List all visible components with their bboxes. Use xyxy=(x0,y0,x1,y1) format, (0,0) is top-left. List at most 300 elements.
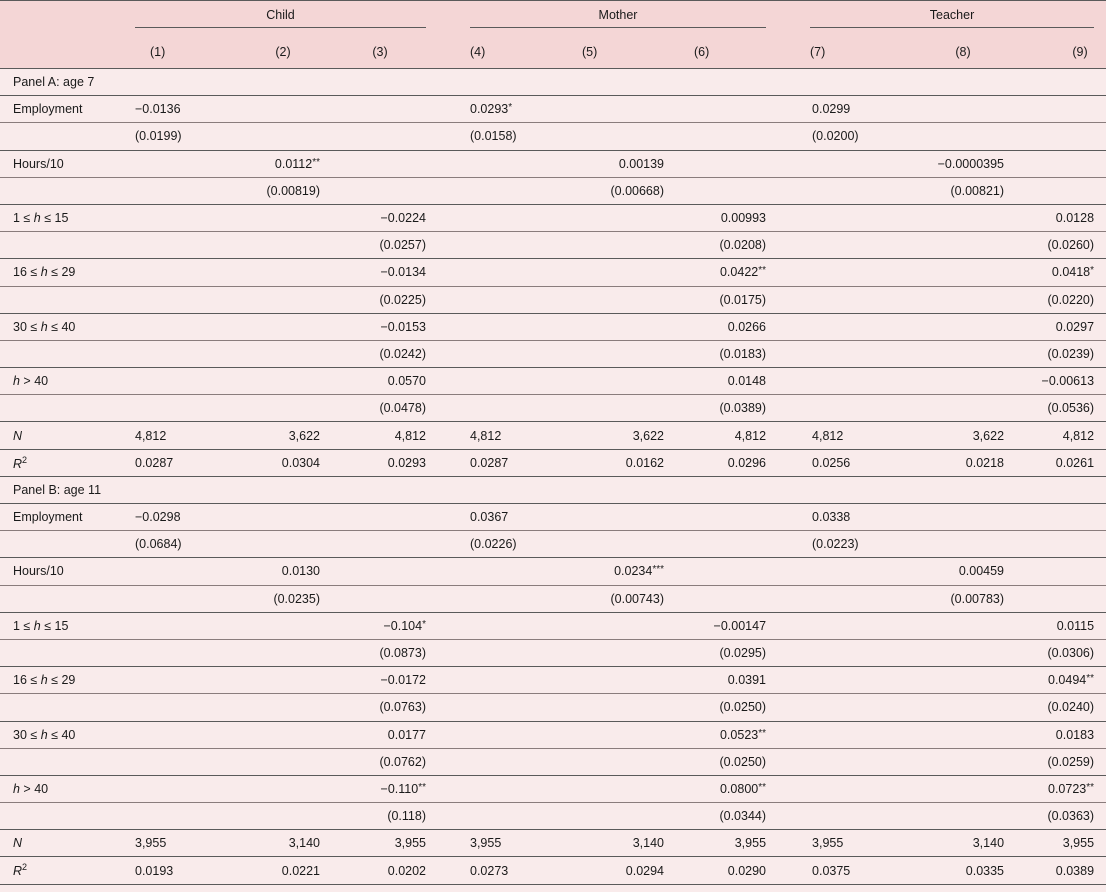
table-row xyxy=(0,667,1106,694)
table-cell xyxy=(324,585,426,612)
table-cell xyxy=(222,775,324,802)
table-cell xyxy=(1004,558,1106,585)
table-cell xyxy=(460,177,562,204)
table-cell xyxy=(800,639,902,666)
table-cell xyxy=(562,531,664,558)
table-row xyxy=(0,830,1106,857)
table-cell: 0.0202 xyxy=(324,857,426,884)
column-gap xyxy=(426,667,460,694)
row-label: Hours/10 xyxy=(0,150,120,177)
table-cell xyxy=(1004,150,1106,177)
table-cell xyxy=(120,232,222,259)
table-cell: 0.0130 xyxy=(222,558,324,585)
row-label xyxy=(0,803,120,830)
table-cell xyxy=(222,639,324,666)
table-cell xyxy=(800,204,902,231)
row-label: Hours/10 xyxy=(0,558,120,585)
row-label xyxy=(0,177,120,204)
table-cell: 0.0128 xyxy=(1004,204,1106,231)
table-cell: (0.0306) xyxy=(1004,639,1106,666)
table-cell: (0.0536) xyxy=(1004,395,1106,422)
row-label: 1 ≤ h ≤ 15 xyxy=(0,204,120,231)
table-cell: (0.0240) xyxy=(1004,694,1106,721)
table-cell: −0.0298 xyxy=(120,504,222,531)
column-gap xyxy=(766,830,800,857)
table-cell xyxy=(800,286,902,313)
table-cell xyxy=(324,96,426,123)
column-gap xyxy=(426,639,460,666)
table-cell: (0.0257) xyxy=(324,232,426,259)
table-cell: (0.118) xyxy=(324,803,426,830)
table-cell xyxy=(800,259,902,286)
table-cell xyxy=(800,232,902,259)
table-cell: 3,955 xyxy=(664,830,766,857)
column-gap xyxy=(766,204,800,231)
table-cell: 0.0389 xyxy=(1004,857,1106,884)
table-cell: 0.0375 xyxy=(800,857,902,884)
row-label: N xyxy=(0,422,120,449)
table-cell xyxy=(460,313,562,340)
table-cell: 0.0570 xyxy=(324,368,426,395)
table-cell: 0.0494** xyxy=(1004,667,1106,694)
table-row xyxy=(0,531,1106,558)
column-header: (2) xyxy=(222,36,324,69)
table-cell xyxy=(222,612,324,639)
table-cell xyxy=(120,721,222,748)
table-cell xyxy=(562,259,664,286)
column-gap xyxy=(766,558,800,585)
column-gap xyxy=(766,531,800,558)
row-label: 16 ≤ h ≤ 29 xyxy=(0,259,120,286)
table-cell: (0.0259) xyxy=(1004,748,1106,775)
table-cell xyxy=(664,150,766,177)
table-cell: (0.0389) xyxy=(664,395,766,422)
table-cell: 0.0234*** xyxy=(562,558,664,585)
table-cell xyxy=(902,504,1004,531)
table-cell xyxy=(562,204,664,231)
row-label xyxy=(0,585,120,612)
table-cell: 0.0115 xyxy=(1004,612,1106,639)
table-cell xyxy=(562,232,664,259)
table-cell: 3,622 xyxy=(562,422,664,449)
table-cell xyxy=(800,612,902,639)
table-cell: 0.0296 xyxy=(664,449,766,476)
table-cell: −0.00613 xyxy=(1004,368,1106,395)
table-cell xyxy=(222,204,324,231)
column-gap xyxy=(426,449,460,476)
table-cell: 3,140 xyxy=(222,830,324,857)
column-gap xyxy=(766,96,800,123)
table-cell xyxy=(324,150,426,177)
table-cell xyxy=(902,748,1004,775)
table-cell xyxy=(222,259,324,286)
table-cell xyxy=(800,313,902,340)
row-label xyxy=(0,286,120,313)
table-cell: 0.0261 xyxy=(1004,449,1106,476)
table-cell xyxy=(902,259,1004,286)
table-cell: −0.0153 xyxy=(324,313,426,340)
table-cell xyxy=(120,585,222,612)
group-label-child: Child xyxy=(135,8,426,28)
table-cell: (0.0158) xyxy=(460,123,562,150)
table-cell: 0.0335 xyxy=(902,857,1004,884)
column-gap xyxy=(426,830,460,857)
table-cell xyxy=(1004,96,1106,123)
table-row xyxy=(0,150,1106,177)
table-cell xyxy=(460,558,562,585)
table-cell xyxy=(222,748,324,775)
table-cell: (0.0242) xyxy=(324,340,426,367)
column-header: (8) xyxy=(902,36,1004,69)
column-gap xyxy=(426,504,460,531)
row-label: Employment xyxy=(0,504,120,531)
table-cell xyxy=(222,368,324,395)
table-cell xyxy=(460,694,562,721)
column-number-row xyxy=(0,36,1106,69)
column-gap xyxy=(426,368,460,395)
table-cell: 0.00993 xyxy=(664,204,766,231)
table-cell: 0.0418* xyxy=(1004,259,1106,286)
column-gap xyxy=(426,694,460,721)
column-gap xyxy=(766,803,800,830)
table-cell: 0.0293 xyxy=(324,449,426,476)
table-cell: 0.0800** xyxy=(664,775,766,802)
table-cell xyxy=(664,177,766,204)
table-row xyxy=(0,585,1106,612)
row-label: 30 ≤ h ≤ 40 xyxy=(0,721,120,748)
column-gap xyxy=(766,748,800,775)
column-gap xyxy=(766,721,800,748)
table-cell xyxy=(222,531,324,558)
table-cell xyxy=(460,721,562,748)
column-gap xyxy=(766,449,800,476)
table-cell: (0.0226) xyxy=(460,531,562,558)
table-cell: (0.0225) xyxy=(324,286,426,313)
table-cell xyxy=(120,612,222,639)
table-cell xyxy=(222,667,324,694)
table-cell xyxy=(324,558,426,585)
row-label xyxy=(0,123,120,150)
table-cell xyxy=(222,123,324,150)
table-cell xyxy=(800,340,902,367)
table-cell: 4,812 xyxy=(1004,422,1106,449)
table-row xyxy=(0,395,1106,422)
column-gap xyxy=(426,612,460,639)
table-cell: 0.0183 xyxy=(1004,721,1106,748)
table-cell xyxy=(664,585,766,612)
table-cell: 0.0256 xyxy=(800,449,902,476)
table-cell: 3,955 xyxy=(120,830,222,857)
table-cell: 4,812 xyxy=(460,422,562,449)
column-header: (1) xyxy=(120,36,222,69)
row-label: N xyxy=(0,830,120,857)
table-cell: (0.0250) xyxy=(664,694,766,721)
table-cell xyxy=(120,313,222,340)
table-cell xyxy=(222,232,324,259)
table-cell: 0.0177 xyxy=(324,721,426,748)
column-header: (4) xyxy=(460,36,562,69)
row-label xyxy=(0,340,120,367)
table-cell xyxy=(120,259,222,286)
table-cell xyxy=(800,150,902,177)
table-cell xyxy=(902,531,1004,558)
table-cell xyxy=(460,286,562,313)
panel-header-row xyxy=(0,476,1106,503)
column-gap xyxy=(426,585,460,612)
table-cell xyxy=(902,395,1004,422)
column-gap xyxy=(766,177,800,204)
table-cell xyxy=(800,803,902,830)
table-cell xyxy=(460,340,562,367)
column-gap xyxy=(426,96,460,123)
table-row xyxy=(0,721,1106,748)
table-cell xyxy=(562,504,664,531)
table-cell xyxy=(1004,177,1106,204)
table-cell: 0.0266 xyxy=(664,313,766,340)
table-cell xyxy=(120,368,222,395)
table-cell xyxy=(120,558,222,585)
column-gap xyxy=(766,612,800,639)
table-cell xyxy=(460,259,562,286)
table-cell xyxy=(562,667,664,694)
table-cell: (0.0873) xyxy=(324,639,426,666)
table-cell xyxy=(902,694,1004,721)
table-cell xyxy=(562,313,664,340)
table-cell xyxy=(120,150,222,177)
table-cell xyxy=(902,721,1004,748)
table-cell xyxy=(800,667,902,694)
table-row xyxy=(0,204,1106,231)
column-gap xyxy=(766,694,800,721)
column-header: (9) xyxy=(1004,36,1106,69)
group-label-mother: Mother xyxy=(470,8,766,28)
table-cell: −0.00147 xyxy=(664,612,766,639)
table-cell xyxy=(664,558,766,585)
row-label: h > 40 xyxy=(0,368,120,395)
column-gap xyxy=(426,204,460,231)
column-gap xyxy=(426,558,460,585)
table-cell: 4,812 xyxy=(120,422,222,449)
table-row xyxy=(0,368,1106,395)
table-cell: 0.0723** xyxy=(1004,775,1106,802)
table-cell xyxy=(664,96,766,123)
column-gap xyxy=(426,803,460,830)
table-cell xyxy=(460,775,562,802)
table-cell xyxy=(902,368,1004,395)
table-cell: (0.0762) xyxy=(324,748,426,775)
table-row xyxy=(0,286,1106,313)
table-cell: 0.0297 xyxy=(1004,313,1106,340)
table-cell xyxy=(460,204,562,231)
table-cell xyxy=(460,232,562,259)
table-cell: 3,140 xyxy=(902,830,1004,857)
table-cell xyxy=(902,123,1004,150)
table-cell xyxy=(902,639,1004,666)
table-cell xyxy=(324,177,426,204)
table-cell xyxy=(562,340,664,367)
column-gap xyxy=(426,422,460,449)
panel-label: Panel B: age 11 xyxy=(0,476,1106,503)
column-gap xyxy=(766,340,800,367)
table-cell: 3,140 xyxy=(562,830,664,857)
table-cell: (0.00821) xyxy=(902,177,1004,204)
table-cell: (0.00743) xyxy=(562,585,664,612)
table-cell: (0.0235) xyxy=(222,585,324,612)
column-gap xyxy=(766,639,800,666)
column-gap xyxy=(426,340,460,367)
table-cell: 4,812 xyxy=(800,422,902,449)
table-cell xyxy=(222,504,324,531)
table-row xyxy=(0,422,1106,449)
table-row xyxy=(0,96,1106,123)
column-gap xyxy=(766,857,800,884)
table-cell: 3,955 xyxy=(1004,830,1106,857)
column-gap xyxy=(766,585,800,612)
table-cell xyxy=(222,803,324,830)
table-row xyxy=(0,259,1106,286)
column-gap xyxy=(426,232,460,259)
table-cell xyxy=(800,721,902,748)
row-label xyxy=(0,232,120,259)
table-cell xyxy=(800,177,902,204)
row-label xyxy=(0,395,120,422)
table-cell: (0.0344) xyxy=(664,803,766,830)
table-cell xyxy=(1004,504,1106,531)
table-cell xyxy=(120,286,222,313)
table-cell xyxy=(664,531,766,558)
column-header: (6) xyxy=(664,36,766,69)
column-gap xyxy=(426,150,460,177)
table-row xyxy=(0,177,1106,204)
table-cell: 0.0523** xyxy=(664,721,766,748)
table-cell xyxy=(562,395,664,422)
group-label-teacher: Teacher xyxy=(810,8,1094,28)
column-gap xyxy=(766,232,800,259)
table-cell xyxy=(800,395,902,422)
table-cell: 0.0162 xyxy=(562,449,664,476)
table-cell xyxy=(120,204,222,231)
table-cell: 3,955 xyxy=(460,830,562,857)
table-cell xyxy=(1004,123,1106,150)
table-row xyxy=(0,639,1106,666)
table-row xyxy=(0,748,1106,775)
column-gap xyxy=(426,123,460,150)
table-cell: 0.0422** xyxy=(664,259,766,286)
table-cell xyxy=(800,558,902,585)
table-cell xyxy=(562,286,664,313)
table-cell xyxy=(120,694,222,721)
table-cell: (0.0223) xyxy=(800,531,902,558)
column-gap xyxy=(426,721,460,748)
table-row xyxy=(0,313,1106,340)
table-cell xyxy=(562,694,664,721)
table-cell: (0.0239) xyxy=(1004,340,1106,367)
table-cell: 4,812 xyxy=(324,422,426,449)
table-cell: (0.0684) xyxy=(120,531,222,558)
table-row xyxy=(0,803,1106,830)
table-cell: 0.0287 xyxy=(120,449,222,476)
column-header: (7) xyxy=(800,36,902,69)
column-gap xyxy=(426,313,460,340)
column-gap xyxy=(426,395,460,422)
table-cell xyxy=(460,748,562,775)
table-cell: (0.0478) xyxy=(324,395,426,422)
column-gap xyxy=(766,313,800,340)
table-cell xyxy=(222,721,324,748)
table-cell: 0.00459 xyxy=(902,558,1004,585)
table-cell xyxy=(460,667,562,694)
table-row xyxy=(0,123,1106,150)
table-cell: (0.00819) xyxy=(222,177,324,204)
table-cell: 0.0273 xyxy=(460,857,562,884)
table-cell: (0.0260) xyxy=(1004,232,1106,259)
column-gap xyxy=(766,150,800,177)
table-cell: −0.0136 xyxy=(120,96,222,123)
table-cell xyxy=(562,639,664,666)
row-label: h > 40 xyxy=(0,775,120,802)
row-label: $R^2$ xyxy=(0,857,120,884)
table-cell xyxy=(902,775,1004,802)
table-cell xyxy=(222,96,324,123)
table-cell: 0.0148 xyxy=(664,368,766,395)
table-cell xyxy=(120,803,222,830)
table-cell: (0.0763) xyxy=(324,694,426,721)
row-label xyxy=(0,531,120,558)
table-cell: 0.0290 xyxy=(664,857,766,884)
column-gap xyxy=(766,259,800,286)
table-cell xyxy=(120,395,222,422)
table-cell: 0.00139 xyxy=(562,150,664,177)
table-cell xyxy=(902,96,1004,123)
column-gap xyxy=(766,123,800,150)
table-row xyxy=(0,857,1106,884)
row-label: Employment xyxy=(0,96,120,123)
column-gap xyxy=(766,775,800,802)
table-cell xyxy=(324,123,426,150)
table-cell xyxy=(460,585,562,612)
table-cell xyxy=(902,667,1004,694)
table-cell: (0.00668) xyxy=(562,177,664,204)
table-cell: 0.0367 xyxy=(460,504,562,531)
table-cell xyxy=(902,204,1004,231)
panel-label: Panel A: age 7 xyxy=(0,69,1106,96)
table-cell xyxy=(562,721,664,748)
group-header-row xyxy=(0,1,1106,36)
table-cell xyxy=(562,775,664,802)
table-cell: (0.0175) xyxy=(664,286,766,313)
table-row xyxy=(0,449,1106,476)
table-cell: 0.0338 xyxy=(800,504,902,531)
column-gap xyxy=(766,368,800,395)
row-label xyxy=(0,748,120,775)
row-label: $R^2$ xyxy=(0,449,120,476)
panel-header-row xyxy=(0,69,1106,96)
table-cell: −0.104* xyxy=(324,612,426,639)
table-cell xyxy=(562,803,664,830)
table-cell xyxy=(324,531,426,558)
column-header: (3) xyxy=(324,36,426,69)
table-cell xyxy=(222,340,324,367)
table-cell: 3,622 xyxy=(902,422,1004,449)
table-cell xyxy=(120,667,222,694)
row-label: 1 ≤ h ≤ 15 xyxy=(0,612,120,639)
table-cell: 0.0112** xyxy=(222,150,324,177)
row-label xyxy=(0,694,120,721)
column-gap xyxy=(766,286,800,313)
column-gap xyxy=(426,259,460,286)
row-label xyxy=(0,639,120,666)
column-gap xyxy=(426,177,460,204)
